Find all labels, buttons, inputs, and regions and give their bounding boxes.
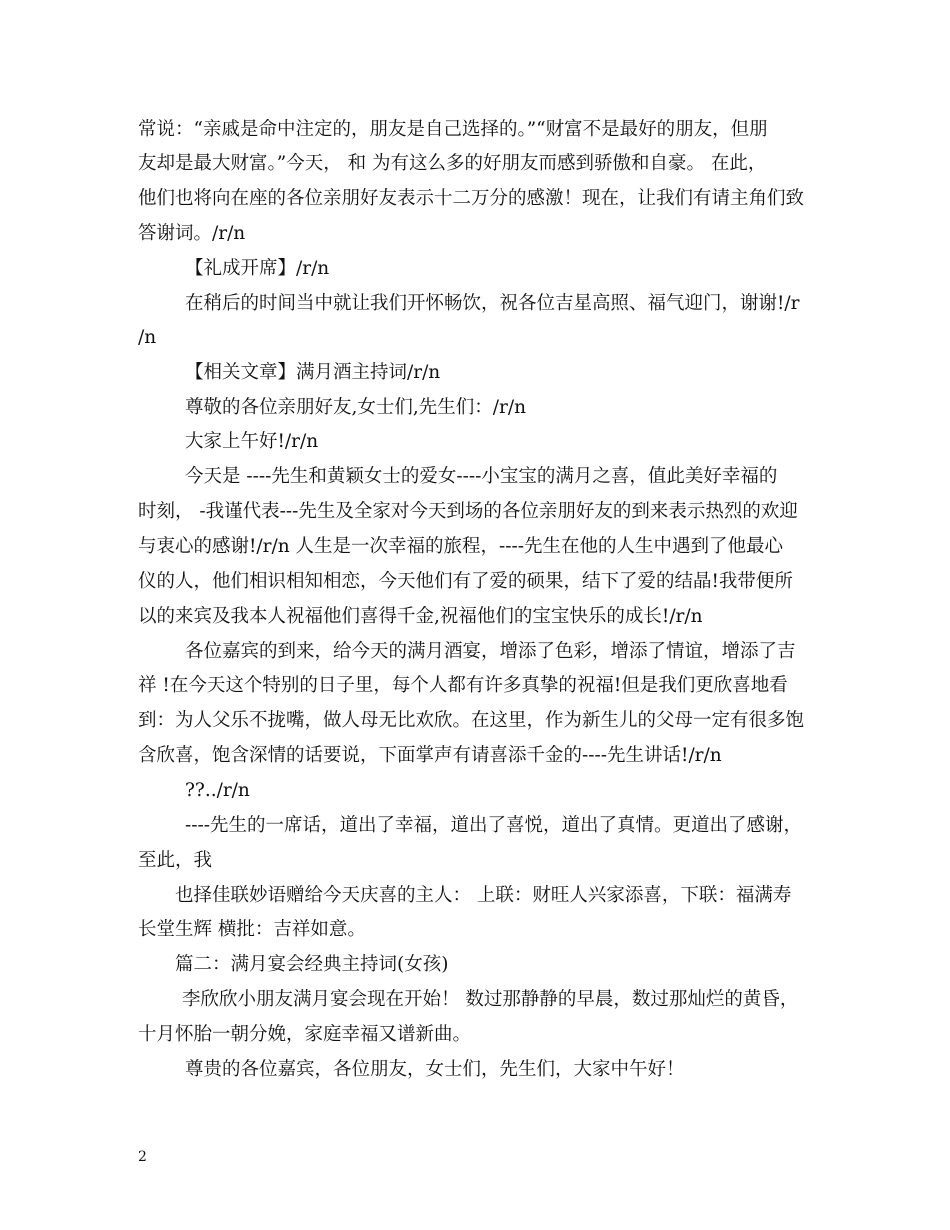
- text-line: 答谢词。/r/n: [138, 223, 246, 244]
- text-line: 仪的人，他们相识相知相恋，今天他们有了爱的硕果，结下了爱的结晶!我带便所: [138, 571, 793, 592]
- text-line: ----先生的一席话，道出了幸福，道出了喜悦，道出了真情。更道出了感谢，: [185, 815, 803, 836]
- text-line: 常说：“亲戚是命中注定的，朋友是自己选择的。”“财富不是最好的朋友，但朋: [138, 119, 768, 140]
- text-line: ??../r/n: [185, 780, 250, 801]
- text-line: 长堂生辉 横批：吉祥如意。: [138, 919, 366, 940]
- text-line: 至此，我: [138, 850, 213, 871]
- text-line: 各位嘉宾的到来，给今天的满月酒宴，增添了色彩，增添了情谊，增添了吉: [185, 641, 796, 662]
- text-line: 与衷心的感谢!/r/n 人生是一次幸福的旅程，----先生在他的人生中遇到了他最心: [138, 536, 784, 557]
- text-line: 十月怀胎一朝分娩，家庭幸福又谱新曲。: [138, 1024, 472, 1045]
- text-line: 尊敬的各位亲朋好友,女士们,先生们：/r/n: [185, 397, 526, 418]
- text-line: 在稍后的时间当中就让我们开怀畅饮，祝各位吉星高照、福气迎门，谢谢!/r: [185, 293, 800, 314]
- text-line: 尊贵的各位嘉宾，各位朋友，女士们，先生们，大家中午好！: [185, 1059, 685, 1080]
- text-line: 友却是最大财富。”今天， 和 为有这么多的好朋友而感到骄傲和自豪。 在此，: [138, 153, 767, 174]
- text-line: 李欣欣小朋友满月宴会现在开始！ 数过那静静的早晨，数过那灿烂的黄昏，: [182, 989, 799, 1010]
- page-number: 2: [138, 1149, 147, 1165]
- text-line: /n: [138, 327, 157, 348]
- text-line: 大家上午好!/r/n: [185, 431, 319, 452]
- text-line: 到：为人父乐不拢嘴，做人母无比欢欣。在这里，作为新生儿的父母一定有很多饱: [138, 710, 805, 731]
- text-line: 今天是 ----先生和黄颖女士的爱女----小宝宝的满月之喜，值此美好幸福的: [185, 466, 778, 487]
- text-line: 也择佳联妙语赠给今天庆喜的主人： 上联：财旺人兴家添喜，下联：福满寿: [175, 885, 792, 906]
- text-line: 【礼成开席】/r/n: [185, 258, 330, 279]
- text-line: 时刻， -我谨代表---先生及全家对今天到场的各位亲朋好友的到来表示热烈的欢迎: [138, 501, 798, 522]
- text-line: 篇二：满月宴会经典主持词(女孩): [175, 954, 449, 975]
- text-line: 他们也将向在座的各位亲朋好友表示十二万分的感激！现在，让我们有请主角们致: [138, 188, 805, 209]
- text-line: 【相关文章】满月酒主持词/r/n: [185, 362, 441, 383]
- text-line: 祥 !在今天这个特别的日子里，每个人都有许多真挚的祝福!但是我们更欣喜地看: [138, 675, 788, 696]
- text-line: 含欣喜，饱含深情的话要说，下面掌声有请喜添千金的----先生讲话!/r/n: [138, 745, 722, 766]
- text-line: 以的来宾及我本人祝福他们喜得千金,祝福他们的宝宝快乐的成长!/r/n: [138, 606, 703, 627]
